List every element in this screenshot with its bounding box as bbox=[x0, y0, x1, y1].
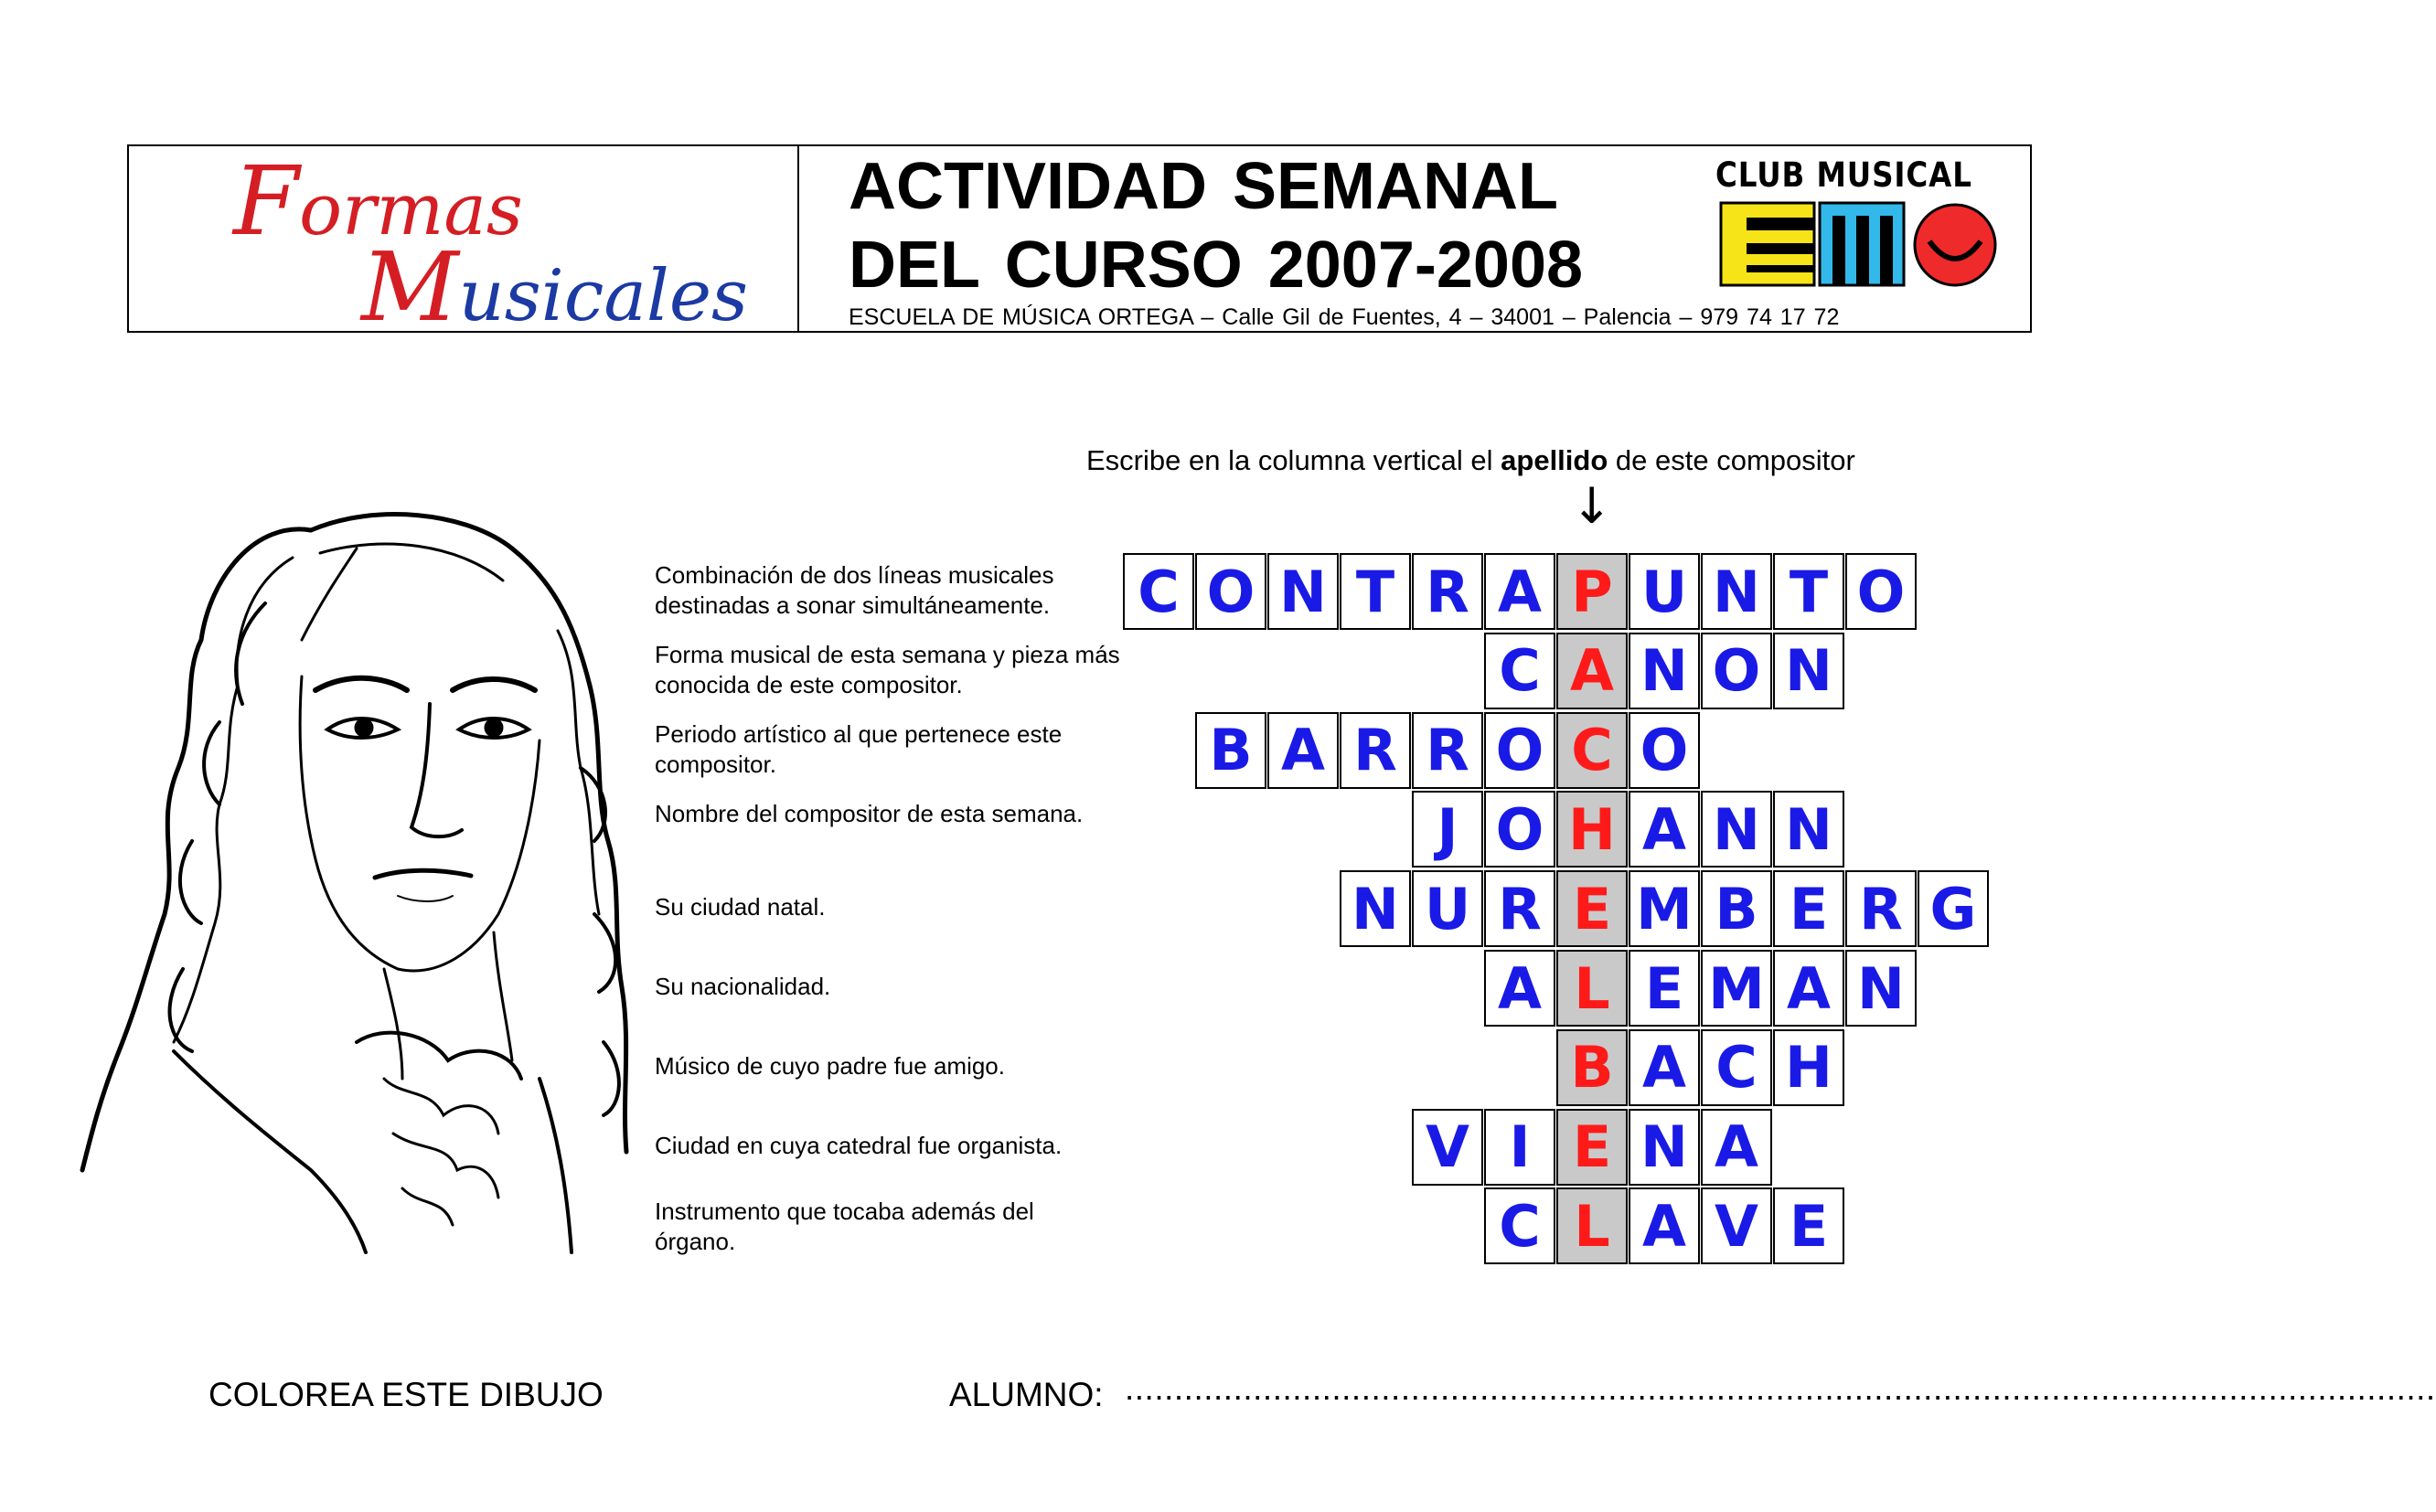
down-arrow-icon: ↓ bbox=[1571, 477, 1613, 535]
crossword-cell[interactable]: N bbox=[1701, 553, 1772, 630]
crossword-cell[interactable]: A bbox=[1629, 1029, 1700, 1106]
clue-8: Ciudad en cuya catedral fue organista. bbox=[655, 1132, 1063, 1159]
crossword-cell[interactable]: O bbox=[1629, 712, 1700, 789]
crossword-cell[interactable]: A bbox=[1629, 1187, 1700, 1264]
crossword-cell[interactable]: N bbox=[1267, 553, 1339, 630]
crossword-cell[interactable]: R bbox=[1412, 553, 1483, 630]
crossword-cell[interactable]: A bbox=[1701, 1109, 1772, 1186]
crossword-cell[interactable]: N bbox=[1629, 633, 1700, 709]
crossword-key-cell[interactable]: A bbox=[1556, 633, 1628, 709]
crossword-cell[interactable]: I bbox=[1484, 1109, 1555, 1186]
crossword-key-cell[interactable]: L bbox=[1556, 1187, 1628, 1264]
crossword-cell[interactable]: E bbox=[1773, 870, 1844, 947]
crossword-cell[interactable]: R bbox=[1845, 870, 1917, 947]
crossword-cell[interactable]: A bbox=[1484, 553, 1555, 630]
crossword-cell[interactable]: V bbox=[1701, 1187, 1772, 1264]
crossword-key-cell[interactable]: H bbox=[1556, 791, 1628, 868]
crossword-key-cell[interactable]: C bbox=[1556, 712, 1628, 789]
clue-2: Forma musical de esta semana y pieza más conocida de este compositor. bbox=[655, 641, 1120, 698]
crossword-cell[interactable]: O bbox=[1845, 553, 1917, 630]
crossword-cell[interactable]: O bbox=[1484, 791, 1555, 868]
clue-1: Combinación de dos líneas musicales destinadas a sonar simultáneamente. bbox=[655, 561, 1054, 619]
crossword-cell[interactable]: R bbox=[1484, 870, 1555, 947]
alumno-label: ALUMNO: bbox=[949, 1376, 1104, 1413]
crossword-cell[interactable]: R bbox=[1412, 712, 1483, 789]
crossword-cell[interactable]: B bbox=[1195, 712, 1266, 789]
school-address: ESCUELA DE MÚSICA ORTEGA – Calle Gil de Fuentes, 4 – 34001 – Palencia – 979 74 17 72 bbox=[849, 304, 1840, 330]
formas-logo-line2: Musicales bbox=[361, 231, 749, 343]
crossword-instruction: Escribe en la columna vertical el apellido de este compositor bbox=[1086, 444, 1855, 476]
crossword-cell[interactable]: C bbox=[1701, 1029, 1772, 1106]
crossword-cell[interactable]: J bbox=[1412, 791, 1483, 868]
emo-club-logo bbox=[1719, 197, 2008, 289]
crossword-key-cell[interactable]: E bbox=[1556, 1109, 1628, 1186]
crossword-cell[interactable]: O bbox=[1701, 633, 1772, 709]
crossword-key-cell[interactable]: E bbox=[1556, 870, 1628, 947]
clue-6: Su nacionalidad. bbox=[655, 973, 831, 1000]
page-title-line1: ACTIVIDAD SEMANAL bbox=[849, 150, 1558, 223]
club-musical-label: CLUB MUSICAL bbox=[1715, 155, 1972, 195]
crossword-cell[interactable]: A bbox=[1773, 950, 1844, 1027]
crossword-cell[interactable]: E bbox=[1773, 1187, 1844, 1264]
crossword-cell[interactable]: E bbox=[1629, 950, 1700, 1027]
crossword-cell[interactable]: A bbox=[1484, 950, 1555, 1027]
crossword-cell[interactable]: N bbox=[1629, 1109, 1700, 1186]
crossword-cell[interactable]: N bbox=[1701, 791, 1772, 868]
clue-5: Su ciudad natal. bbox=[655, 893, 826, 921]
clue-4: Nombre del compositor de esta semana. bbox=[655, 800, 1084, 827]
page-title-line2: DEL CURSO 2007-2008 bbox=[849, 229, 1584, 302]
crossword-cell[interactable]: H bbox=[1773, 1029, 1844, 1106]
crossword-cell[interactable]: N bbox=[1340, 870, 1411, 947]
crossword-cell[interactable]: O bbox=[1195, 553, 1266, 630]
crossword-key-cell[interactable]: P bbox=[1556, 553, 1628, 630]
crossword-cell[interactable]: U bbox=[1412, 870, 1483, 947]
colorea-label: COLOREA ESTE DIBUJO bbox=[208, 1376, 604, 1413]
crossword-cell[interactable]: N bbox=[1773, 633, 1844, 709]
clue-7: Músico de cuyo padre fue amigo. bbox=[655, 1052, 1005, 1080]
crossword-cell[interactable]: O bbox=[1484, 712, 1555, 789]
crossword-cell[interactable]: C bbox=[1484, 633, 1555, 709]
crossword-cell[interactable]: G bbox=[1918, 870, 1989, 947]
crossword-cell[interactable]: N bbox=[1845, 950, 1917, 1027]
clue-9: Instrumento que tocaba además del órgano. bbox=[655, 1198, 1034, 1255]
crossword-cell[interactable]: T bbox=[1340, 553, 1411, 630]
crossword-cell[interactable]: T bbox=[1773, 553, 1844, 630]
crossword-cell[interactable]: V bbox=[1412, 1109, 1483, 1186]
crossword-cell[interactable]: C bbox=[1123, 553, 1194, 630]
crossword-key-cell[interactable]: B bbox=[1556, 1029, 1628, 1106]
crossword-cell[interactable]: A bbox=[1267, 712, 1339, 789]
crossword-cell[interactable]: A bbox=[1629, 791, 1700, 868]
formas-logo-line1: Formas bbox=[233, 145, 523, 257]
crossword-cell[interactable]: C bbox=[1484, 1187, 1555, 1264]
crossword-cell[interactable]: N bbox=[1773, 791, 1844, 868]
crossword-key-cell[interactable]: L bbox=[1556, 950, 1628, 1027]
crossword-cell[interactable]: R bbox=[1340, 712, 1411, 789]
crossword-cell[interactable]: M bbox=[1701, 950, 1772, 1027]
header-divider bbox=[797, 144, 799, 333]
composer-portrait bbox=[82, 494, 631, 1252]
crossword-cell[interactable]: U bbox=[1629, 553, 1700, 630]
clue-3: Periodo artístico al que pertenece este compositor. bbox=[655, 720, 1063, 778]
crossword-cell[interactable]: B bbox=[1701, 870, 1772, 947]
alumno-name-line[interactable]: ..................................................................................................................................... bbox=[1125, 1369, 2436, 1407]
crossword-cell[interactable]: M bbox=[1629, 870, 1700, 947]
